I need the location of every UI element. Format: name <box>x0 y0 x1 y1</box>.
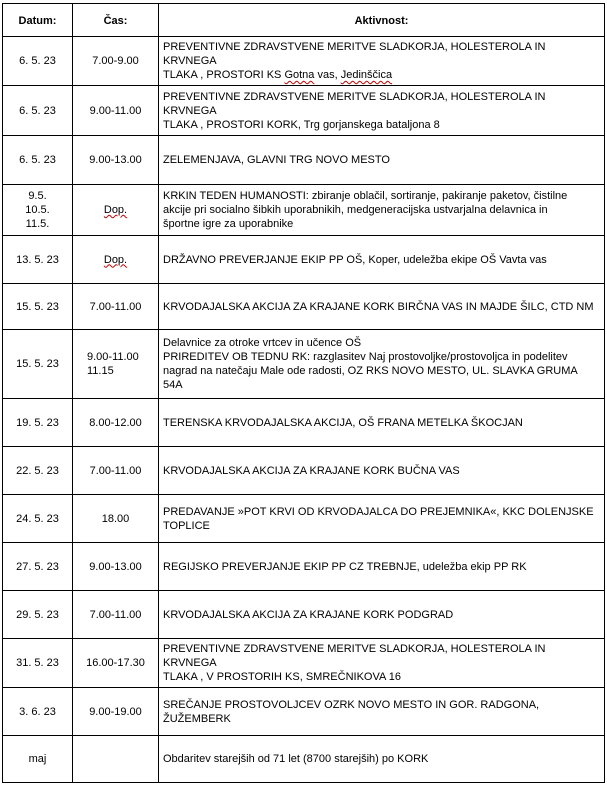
row-activity: KRKIN TEDEN HUMANOSTI: zbiranje oblačil, sortiranje, pakiranje paketov, čistilne akcije pri socialno šibkih uporabnikih, medgeneracijska ustvarjalna delavnica in športne igre za uporabnike <box>159 185 605 236</box>
row-time: 9.00-19.00 <box>73 688 159 736</box>
row-date: 27. 5. 23 <box>3 543 73 591</box>
row-date: 6. 5. 23 <box>3 136 73 185</box>
table-row <box>3 330 605 399</box>
row-date: 9.5. 10.5. 11.5. <box>3 185 73 236</box>
row-time <box>73 736 159 783</box>
row-time: 9.00-13.00 <box>73 543 159 591</box>
header-row <box>3 4 605 37</box>
schedule-sheet <box>2 3 604 783</box>
table-row <box>3 447 605 495</box>
row-time: 7.00-11.00 <box>73 447 159 495</box>
row-activity: Obdaritev starejših od 71 let (8700 starejših) po KORK <box>159 736 605 783</box>
row-date: 6. 5. 23 <box>3 37 73 86</box>
row-time: 9.00-11.00 11.15 <box>73 330 159 399</box>
table-row <box>3 591 605 639</box>
table-row <box>3 399 605 447</box>
row-activity: DRŽAVNO PREVERJANJE EKIP PP OŠ, Koper, udeležba ekipe OŠ Vavta vas <box>159 236 605 284</box>
row-date: 13. 5. 23 <box>3 236 73 284</box>
row-date: 3. 6. 23 <box>3 688 73 736</box>
row-time: 7.00-11.00 <box>73 591 159 639</box>
row-time: 18.00 <box>73 495 159 543</box>
row-date: 15. 5. 23 <box>3 330 73 399</box>
row-time: Dop. <box>73 185 159 236</box>
row-activity: TERENSKA KRVODAJALSKA AKCIJA, OŠ FRANA METELKA ŠKOCJAN <box>159 399 605 447</box>
row-time: 9.00-11.00 <box>73 86 159 136</box>
table-row <box>3 495 605 543</box>
header-date: Datum: <box>3 4 73 37</box>
table-row <box>3 284 605 330</box>
row-activity: REGIJSKO PREVERJANJE EKIP PP CZ TREBNJE, udeležba ekip PP RK <box>159 543 605 591</box>
row-activity: ZELEMENJAVA, GLAVNI TRG NOVO MESTO <box>159 136 605 185</box>
row-activity: PREDAVANJE »POT KRVI OD KRVODAJALCA DO PREJEMNIKA«, KKC DOLENJSKE TOPLICE <box>159 495 605 543</box>
row-time: Dop. <box>73 236 159 284</box>
row-activity: PREVENTIVNE ZDRAVSTVENE MERITVE SLADKORJA, HOLESTEROLA IN KRVNEGA TLAKA , PROSTORI KORK, Trg gorjanskega bataljona 8 <box>159 86 605 136</box>
row-time: 9.00-13.00 <box>73 136 159 185</box>
table-row <box>3 236 605 284</box>
table-row <box>3 688 605 736</box>
table-row <box>3 736 605 783</box>
table-row <box>3 37 605 86</box>
table-row <box>3 185 605 236</box>
row-time: 16.00-17.30 <box>73 639 159 688</box>
row-activity: PREVENTIVNE ZDRAVSTVENE MERITVE SLADKORJA, HOLESTEROLA IN KRVNEGA TLAKA , V PROSTORIH KS, SMREČNIKOVA 16 <box>159 639 605 688</box>
row-date: 31. 5. 23 <box>3 639 73 688</box>
activity-table <box>2 3 605 783</box>
row-activity: KRVODAJALSKA AKCIJA ZA KRAJANE KORK BUČNA VAS <box>159 447 605 495</box>
header-time: Čas: <box>73 4 159 37</box>
row-time: 7.00-9.00 <box>73 37 159 86</box>
row-activity: KRVODAJALSKA AKCIJA ZA KRAJANE KORK BIRČNA VAS IN MAJDE ŠILC, CTD NM <box>159 284 605 330</box>
row-date: 29. 5. 23 <box>3 591 73 639</box>
row-time: 7.00-11.00 <box>73 284 159 330</box>
header-activity: Aktivnost: <box>159 4 605 37</box>
row-activity: SREČANJE PROSTOVOLJCEV OZRK NOVO MESTO IN GOR. RADGONA, ŽUŽEMBERK <box>159 688 605 736</box>
row-date: 6. 5. 23 <box>3 86 73 136</box>
table-row <box>3 136 605 185</box>
row-date: maj <box>3 736 73 783</box>
row-time: 8.00-12.00 <box>73 399 159 447</box>
row-date: 24. 5. 23 <box>3 495 73 543</box>
row-activity: PREVENTIVNE ZDRAVSTVENE MERITVE SLADKORJA, HOLESTEROLA IN KRVNEGA TLAKA , PROSTORI KS Gotna vas, Jedinščica <box>159 37 605 86</box>
row-date: 22. 5. 23 <box>3 447 73 495</box>
row-activity: Delavnice za otroke vrtcev in učence OŠ PRIREDITEV OB TEDNU RK: razglasitev Naj prostovoljke/prostovoljca in podelitev nagrad na natečaju Male ode radosti, OZ RKS NOVO MESTO, UL. SLAVKA GRUMA 54A <box>159 330 605 399</box>
row-date: 19. 5. 23 <box>3 399 73 447</box>
table-row <box>3 543 605 591</box>
row-date: 15. 5. 23 <box>3 284 73 330</box>
table-row <box>3 639 605 688</box>
table-row <box>3 86 605 136</box>
row-activity: KRVODAJALSKA AKCIJA ZA KRAJANE KORK PODGRAD <box>159 591 605 639</box>
